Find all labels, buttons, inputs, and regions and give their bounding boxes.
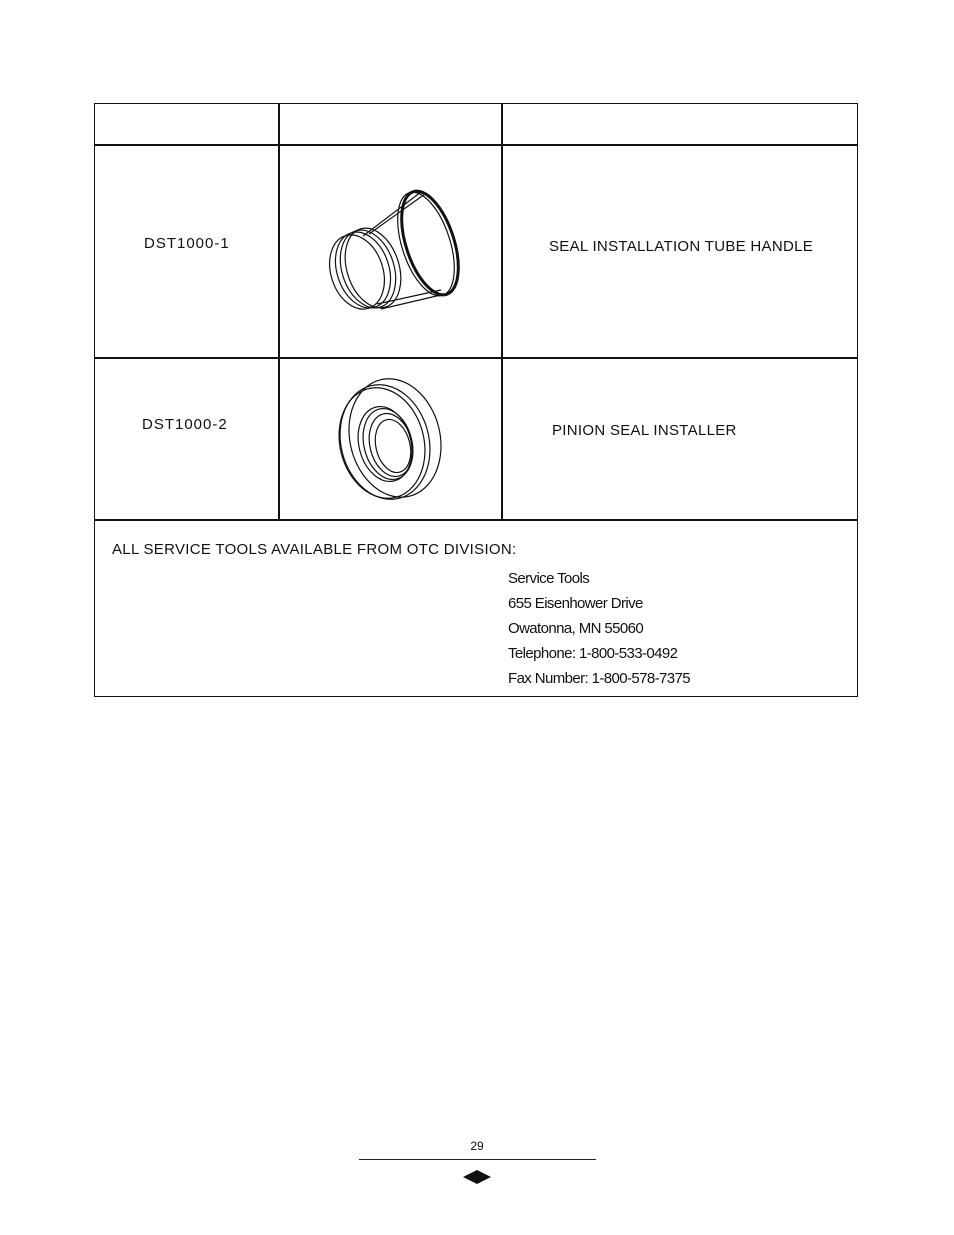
diamond-icon: [463, 1170, 491, 1184]
address-line: Owatonna, MN 55060: [508, 620, 644, 637]
address-line: 655 Eisenhower Drive: [508, 595, 643, 612]
footer-divider: [95, 519, 857, 521]
page-number: 29: [470, 1139, 484, 1153]
telephone-line: Telephone: 1-800-533-0492: [508, 645, 678, 662]
availability-note: ALL SERVICE TOOLS AVAILABLE FROM OTC DIVISION:: [112, 541, 517, 558]
tube-handle-icon: [321, 186, 461, 314]
tool-description: SEAL INSTALLATION TUBE HANDLE: [549, 238, 814, 255]
tool-description: PINION SEAL INSTALLER: [552, 422, 737, 439]
seal-installer-ring-icon: [337, 376, 445, 506]
column-divider-2: [501, 104, 503, 520]
footer-rule: [359, 1159, 596, 1160]
part-number: DST1000-2: [142, 416, 228, 433]
supplier-address: [508, 566, 690, 691]
tools-table: [94, 103, 858, 697]
fax-line: Fax Number: 1-800-578-7375: [508, 670, 691, 687]
address-line: Service Tools: [508, 570, 590, 587]
column-divider-1: [278, 104, 280, 520]
header-row-divider: [95, 144, 857, 146]
row-divider: [95, 357, 857, 359]
part-number: DST1000-1: [144, 235, 230, 252]
